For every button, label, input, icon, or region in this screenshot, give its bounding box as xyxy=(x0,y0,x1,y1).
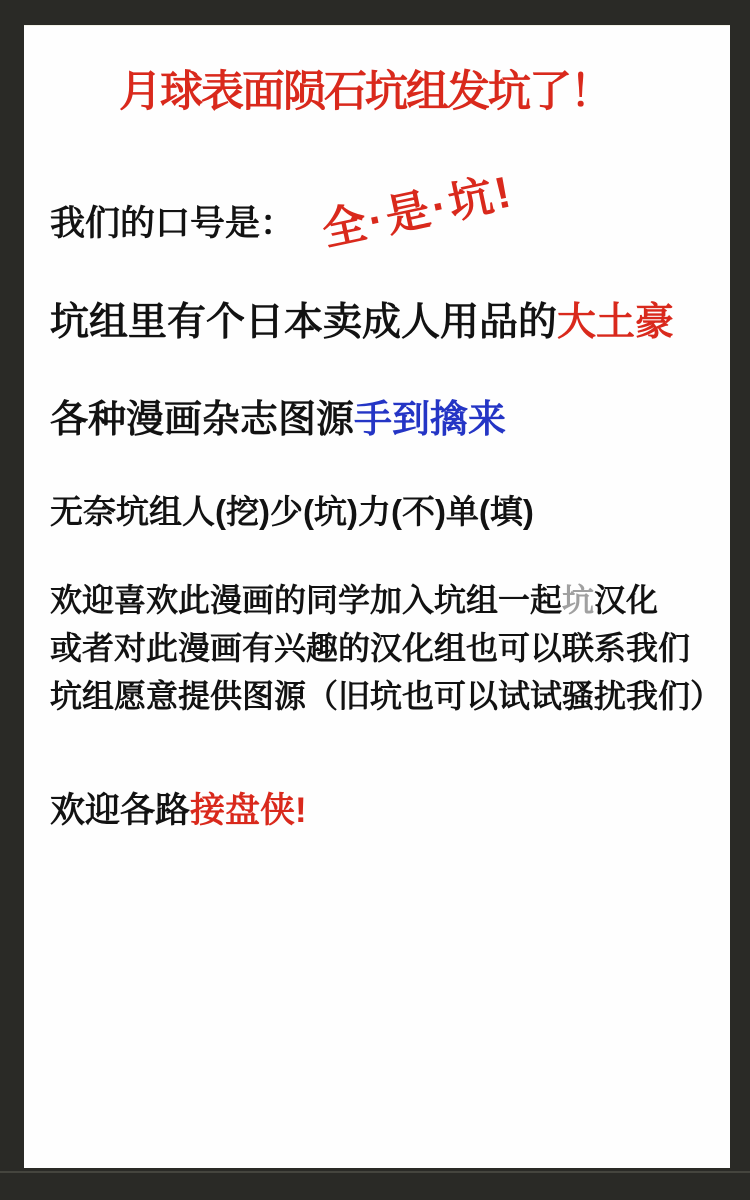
recruit-line-2: 或者对此漫画有兴趣的汉化组也可以联系我们 xyxy=(50,630,691,666)
closing-line-text: 欢迎各路 xyxy=(50,791,191,830)
source-line-text: 各种漫画杂志图源 xyxy=(50,399,355,441)
notice-title: 月球表面陨石坑组发坑了！ xyxy=(119,68,611,116)
source-line-highlight: 手到擒来 xyxy=(354,399,507,441)
source-line xyxy=(50,388,506,443)
sponsor-line-highlight: 大土豪 xyxy=(557,301,675,344)
slogan-label: 我们的口号是： xyxy=(50,204,296,243)
shortage-line: 无奈坑组人(挖)少(坑)力(不)单(填) xyxy=(50,493,534,530)
sponsor-line xyxy=(50,291,674,347)
recruit-line-1-suffix: 汉化 xyxy=(594,582,659,618)
slogan-shout-rotated: 全·是·坑! xyxy=(317,167,518,256)
closing-line xyxy=(50,783,307,833)
recruit-line-3: 坑组愿意提供图源（旧坑也可以试试骚扰我们） xyxy=(50,678,723,714)
sponsor-line-text: 坑组里有个日本卖成人用品的 xyxy=(50,301,558,344)
notice-page xyxy=(24,25,730,1168)
recruit-paragraph xyxy=(50,576,722,720)
recruit-line-1-prefix: 欢迎喜欢此漫画的同学加入坑组一起 xyxy=(50,582,563,618)
recruit-line-1 xyxy=(50,576,722,624)
closing-line-highlight: 接盘侠! xyxy=(190,791,307,830)
recruit-line-1-highlight: 坑 xyxy=(562,582,595,618)
page-bottom-separator xyxy=(0,1171,750,1173)
